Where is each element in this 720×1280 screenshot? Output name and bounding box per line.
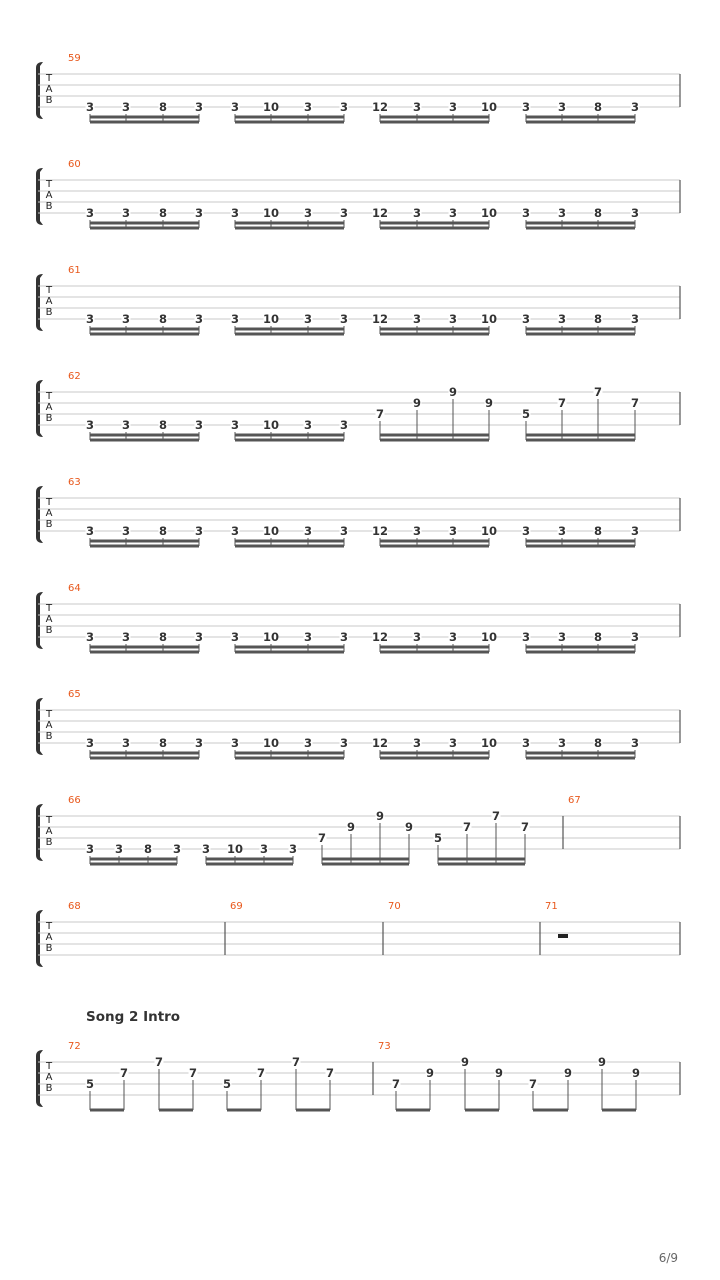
beam [90,646,199,649]
fret-number: 10 [262,736,280,750]
fret-number: 12 [371,630,389,644]
beam [380,540,489,543]
tab-clef-letter: B [45,943,53,954]
beam [235,540,344,543]
fret-number: 3 [630,206,640,220]
fret-number: 10 [262,206,280,220]
fret-number: 3 [194,630,204,644]
fret-number: 3 [230,418,240,432]
whole-rest-symbol [558,934,568,938]
beam [90,121,199,124]
fret-number: 10 [226,842,244,856]
fret-number: 3 [230,206,240,220]
beam [90,222,199,225]
staff-bracket [36,486,43,543]
beam [526,651,635,654]
beam [526,757,635,760]
fret-number: 3 [412,524,422,538]
fret-number: 10 [480,206,498,220]
fret-number: 3 [303,524,313,538]
measure-number: 61 [68,265,81,276]
beam [526,540,635,543]
fret-number: 10 [480,100,498,114]
fret-number: 5 [521,407,531,421]
staff-system [36,1009,680,1112]
fret-number: 3 [521,100,531,114]
fret-number: 7 [317,831,327,845]
fret-number: 3 [521,312,531,326]
fret-number: 3 [448,736,458,750]
beam [227,1109,261,1112]
fret-number: 9 [404,820,414,834]
beam [526,545,635,548]
tab-clef-letter: A [45,190,53,201]
fret-number: 10 [480,312,498,326]
fret-number: 9 [448,385,458,399]
fret-number: 3 [557,312,567,326]
fret-number: 3 [121,206,131,220]
fret-number: 12 [371,206,389,220]
fret-number: 3 [194,100,204,114]
fret-number: 8 [143,842,153,856]
staff-bracket [36,1050,43,1107]
staff-system [36,371,680,442]
fret-number: 7 [520,820,530,834]
beam [602,1109,636,1112]
fret-number: 3 [630,630,640,644]
fret-number: 3 [85,842,95,856]
fret-number: 3 [630,524,640,538]
fret-number: 3 [557,630,567,644]
beam [380,222,489,225]
staff-bracket [36,592,43,649]
fret-number: 3 [230,524,240,538]
beam [159,1109,193,1112]
beam [526,434,635,437]
fret-number: 3 [121,100,131,114]
fret-number: 9 [375,809,385,823]
beam [90,1109,124,1112]
fret-number: 3 [339,206,349,220]
fret-number: 8 [593,736,603,750]
fret-number: 3 [412,736,422,750]
tab-clef-letter: B [45,519,53,530]
tab-clef-letter: A [45,1072,53,1083]
measure-number: 66 [68,795,81,806]
measure-number: 72 [68,1041,81,1052]
measure-number: 60 [68,159,81,170]
fret-number: 3 [230,100,240,114]
tab-clef-letter: T [45,497,53,508]
fret-number: 3 [412,100,422,114]
beam [380,651,489,654]
tab-clef-letter: T [45,921,53,932]
beam [380,116,489,119]
fret-number: 3 [121,418,131,432]
fret-number: 10 [262,100,280,114]
fret-number: 7 [256,1066,266,1080]
fret-number: 8 [158,418,168,432]
beam [90,545,199,548]
beam [90,651,199,654]
fret-number: 7 [391,1077,401,1091]
tab-clef-letter: T [45,1061,53,1072]
fret-number: 3 [85,206,95,220]
fret-number: 3 [557,206,567,220]
tab-clef-letter: T [45,179,53,190]
fret-number: 3 [521,736,531,750]
beam [322,863,409,866]
fret-number: 3 [339,630,349,644]
fret-number: 7 [593,385,603,399]
fret-number: 3 [85,736,95,750]
beam [396,1109,430,1112]
fret-number: 5 [85,1077,95,1091]
tab-clef-letter: A [45,296,53,307]
beam [296,1109,330,1112]
fret-number: 9 [484,396,494,410]
fret-number: 7 [491,809,501,823]
tab-clef-letter: T [45,603,53,614]
fret-number: 12 [371,524,389,538]
fret-number: 3 [303,206,313,220]
fret-number: 3 [85,100,95,114]
fret-number: 8 [158,206,168,220]
fret-number: 7 [462,820,472,834]
fret-number: 8 [158,630,168,644]
fret-number: 3 [303,100,313,114]
beam [526,439,635,442]
fret-number: 7 [154,1055,164,1069]
fret-number: 3 [557,100,567,114]
tab-clef-letter: T [45,815,53,826]
beam [235,752,344,755]
tab-clef-letter: A [45,720,53,731]
fret-number: 3 [630,100,640,114]
beam [380,439,489,442]
beam [235,545,344,548]
measure-number: 73 [378,1041,391,1052]
beam [526,328,635,331]
fret-number: 10 [480,736,498,750]
fret-number: 8 [593,524,603,538]
measure-number: 71 [545,901,558,912]
staff-bracket [36,62,43,119]
fret-number: 3 [230,630,240,644]
fret-number: 3 [85,418,95,432]
fret-number: 3 [194,736,204,750]
beam [526,333,635,336]
tab-clef-letter: B [45,413,53,424]
fret-number: 10 [262,418,280,432]
fret-number: 3 [172,842,182,856]
fret-number: 3 [194,524,204,538]
staff-system [36,265,680,336]
beam [465,1109,499,1112]
beam [90,858,177,861]
beam [438,863,525,866]
tab-clef-letter: A [45,84,53,95]
fret-number: 3 [448,100,458,114]
staff-system [36,901,680,967]
fret-number: 3 [630,312,640,326]
fret-number: 3 [288,842,298,856]
beam [380,434,489,437]
beam [235,121,344,124]
fret-number: 3 [448,524,458,538]
fret-number: 10 [480,524,498,538]
fret-number: 10 [262,312,280,326]
section-label: Song 2 Intro [86,1009,181,1025]
tab-clef-letter: A [45,932,53,943]
fret-number: 7 [188,1066,198,1080]
beam [235,333,344,336]
fret-number: 8 [593,630,603,644]
tab-clef-letter: A [45,614,53,625]
beam [235,434,344,437]
beam [206,858,293,861]
staff-bracket [36,168,43,225]
beam [526,752,635,755]
fret-number: 8 [158,524,168,538]
fret-number: 3 [339,418,349,432]
fret-number: 7 [291,1055,301,1069]
fret-number: 3 [448,312,458,326]
fret-number: 9 [460,1055,470,1069]
staff-system [36,583,680,654]
fret-number: 3 [194,206,204,220]
fret-number: 3 [230,312,240,326]
fret-number: 3 [259,842,269,856]
beam [90,752,199,755]
staff-bracket [36,910,43,967]
beam [380,545,489,548]
fret-number: 3 [412,630,422,644]
beam [380,646,489,649]
staff-system [36,477,680,548]
measure-number: 64 [68,583,81,594]
beam [235,116,344,119]
tab-clef-letter: A [45,826,53,837]
fret-number: 3 [85,524,95,538]
measure-number: 67 [568,795,581,806]
beam [235,646,344,649]
beam [90,439,199,442]
fret-number: 3 [339,312,349,326]
tab-clef-letter: B [45,731,53,742]
fret-number: 3 [412,312,422,326]
fret-number: 9 [425,1066,435,1080]
fret-number: 3 [230,736,240,750]
beam [526,227,635,230]
fret-number: 3 [303,736,313,750]
beam [380,752,489,755]
tab-clef-letter: T [45,709,53,720]
measure-number: 68 [68,901,81,912]
beam [235,222,344,225]
fret-number: 3 [557,736,567,750]
tab-clef-letter: B [45,307,53,318]
fret-number: 3 [121,312,131,326]
tab-clef-letter: B [45,201,53,212]
beam [206,863,293,866]
tab-clef-letter: T [45,73,53,84]
beam [526,222,635,225]
beam [90,328,199,331]
beam [380,333,489,336]
measure-number: 69 [230,901,243,912]
beam [322,858,409,861]
fret-number: 9 [412,396,422,410]
fret-number: 3 [114,842,124,856]
tab-clef-letter: B [45,625,53,636]
measure-number: 65 [68,689,81,700]
tab-clef-letter: A [45,508,53,519]
fret-number: 7 [375,407,385,421]
fret-number: 8 [158,100,168,114]
tab-clef-letter: B [45,95,53,106]
fret-number: 9 [563,1066,573,1080]
fret-number: 10 [480,630,498,644]
beam [526,116,635,119]
staff-bracket [36,274,43,331]
beam [380,757,489,760]
beam [438,858,525,861]
fret-number: 8 [593,206,603,220]
tab-clef-letter: A [45,402,53,413]
fret-number: 10 [262,630,280,644]
fret-number: 8 [593,100,603,114]
beam [526,121,635,124]
staff-system [36,689,680,760]
tab-clef-letter: B [45,1083,53,1094]
fret-number: 3 [121,630,131,644]
fret-number: 7 [325,1066,335,1080]
beam [533,1109,568,1112]
fret-number: 3 [194,418,204,432]
beam [235,227,344,230]
fret-number: 3 [521,524,531,538]
fret-number: 5 [433,831,443,845]
tab-clef-letter: T [45,391,53,402]
fret-number: 3 [412,206,422,220]
fret-number: 3 [121,524,131,538]
fret-number: 3 [448,630,458,644]
staff-bracket [36,380,43,437]
fret-number: 3 [85,312,95,326]
fret-number: 3 [339,524,349,538]
beam [90,116,199,119]
fret-number: 9 [346,820,356,834]
fret-number: 3 [121,736,131,750]
fret-number: 7 [528,1077,538,1091]
fret-number: 3 [201,842,211,856]
fret-number: 12 [371,100,389,114]
fret-number: 12 [371,312,389,326]
beam [380,328,489,331]
fret-number: 3 [303,418,313,432]
staff-bracket [36,698,43,755]
fret-number: 3 [630,736,640,750]
fret-number: 7 [557,396,567,410]
fret-number: 12 [371,736,389,750]
fret-number: 3 [557,524,567,538]
tab-clef-letter: B [45,837,53,848]
beam [235,757,344,760]
measure-number: 59 [68,53,81,64]
tab-clef-letter: T [45,285,53,296]
page-number: 6/9 [658,1251,678,1265]
beam [235,439,344,442]
beam [526,646,635,649]
fret-number: 3 [339,736,349,750]
staff-system [36,53,680,124]
fret-number: 3 [303,312,313,326]
fret-number: 9 [597,1055,607,1069]
fret-number: 3 [521,206,531,220]
beam [90,227,199,230]
fret-number: 8 [593,312,603,326]
beam [235,651,344,654]
fret-number: 8 [158,312,168,326]
fret-number: 3 [303,630,313,644]
fret-number: 3 [194,312,204,326]
fret-number: 3 [448,206,458,220]
beam [90,863,177,866]
fret-number: 9 [494,1066,504,1080]
fret-number: 9 [631,1066,641,1080]
fret-number: 7 [119,1066,129,1080]
fret-number: 5 [222,1077,232,1091]
measure-number: 62 [68,371,81,382]
measure-number: 70 [388,901,401,912]
fret-number: 8 [158,736,168,750]
beam [90,757,199,760]
staff-system [36,159,680,230]
beam [380,121,489,124]
beam [90,434,199,437]
fret-number: 10 [262,524,280,538]
staff-system [36,795,680,866]
beam [380,227,489,230]
fret-number: 3 [339,100,349,114]
fret-number: 3 [85,630,95,644]
fret-number: 3 [521,630,531,644]
beam [235,328,344,331]
beam [90,540,199,543]
fret-number: 7 [630,396,640,410]
staff-bracket [36,804,43,861]
measure-number: 63 [68,477,81,488]
beam [90,333,199,336]
